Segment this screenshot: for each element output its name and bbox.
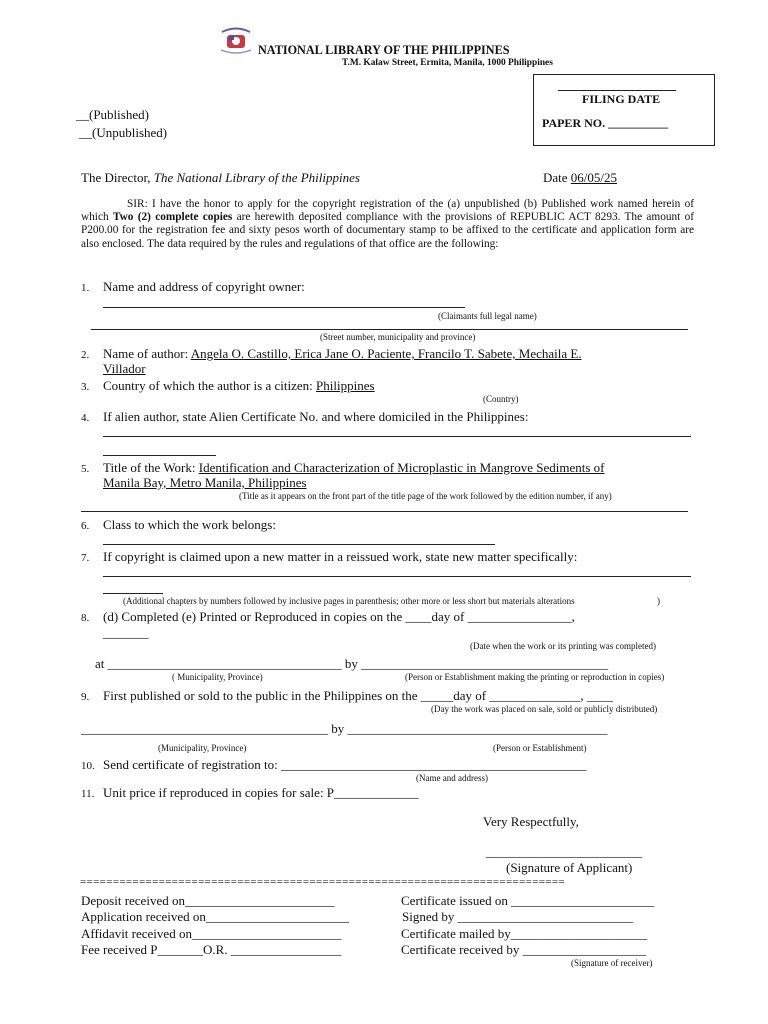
owner-name-caption: (Claimants full legal name) (438, 311, 537, 321)
completed-date-caption: (Date when the work or its printing was completed) (470, 641, 656, 651)
owner-address-line[interactable] (91, 329, 688, 330)
date-field (543, 170, 617, 186)
new-matter-caption-end: ) (657, 596, 660, 606)
title-field (103, 460, 605, 476)
class-label: Class to which the work belongs: (103, 517, 276, 532)
citizenship-field (103, 378, 375, 394)
addressee (81, 170, 360, 186)
copyright-owner-label: Name and address of copyright owner: (103, 279, 305, 294)
addressee-name: The National Library of the Philippines (153, 170, 360, 185)
author-label: Name of author: (103, 346, 189, 361)
alien-line-1[interactable] (103, 436, 691, 437)
author-field (103, 346, 582, 362)
citizenship-label: Country of which the author is a citizen: (103, 378, 313, 393)
published-municipality-caption: (Municipality, Province) (158, 743, 247, 753)
printing-place-line[interactable]: at ____________________________________ by ______________________________________ (95, 656, 609, 671)
filing-date-label: FILING DATE (582, 92, 661, 106)
title-line (81, 511, 688, 512)
certificate-mailed[interactable]: Certificate mailed by_____________________ (401, 926, 648, 941)
completed-cont[interactable]: _______ (103, 625, 149, 640)
title-label: Title of the Work: (103, 460, 196, 475)
first-published-label[interactable]: First published or sold to the public in the Philippines on the _____day of ______________, ____ (103, 688, 613, 703)
printing-municipality-caption: ( Municipality, Province) (172, 672, 263, 682)
title-caption: (Title as it appears on the front part of the title page of the work followed by the edition number, if any) (239, 491, 612, 501)
alien-author-label: If alien author, state Alien Certificate No. and where domiciled in the Philippines: (103, 409, 529, 424)
applicant-signature-label: (Signature of Applicant) (506, 860, 633, 875)
first-published-caption: (Day the work was placed on sale, sold or publicly distributed) (431, 704, 658, 714)
affidavit-received[interactable]: Affidavit received on_______________________ (81, 926, 342, 941)
deposit-received[interactable]: Deposit received on_______________________ (81, 893, 335, 908)
fee-received[interactable]: Fee received P_______O.R. _________________ (81, 942, 342, 957)
date-value[interactable]: 06/05/25 (570, 170, 618, 185)
published-by-line[interactable]: ______________________________________ by ________________________________________ (81, 721, 608, 736)
application-received[interactable]: Application received on______________________ (81, 909, 349, 924)
unpublished-option[interactable]: __(Unpublished) (79, 125, 168, 140)
library-title: NATIONAL LIBRARY OF THE PHILIPPINES (258, 43, 510, 57)
item-number: 11. (81, 788, 95, 800)
item-number: 4. (81, 412, 90, 424)
item-number: 3. (81, 381, 90, 393)
item-number: 10. (81, 760, 95, 772)
send-certificate-caption: (Name and address) (416, 773, 488, 783)
new-matter-line-2[interactable] (103, 593, 163, 594)
item-number: 5. (81, 463, 90, 475)
receiver-signature-caption: (Signature of receiver) (571, 958, 653, 968)
date-label: Date (543, 170, 568, 185)
certificate-received[interactable]: Certificate received by ___________________ (401, 942, 647, 957)
title-value[interactable]: Identification and Characterization of Microplastic in Mangrove Sediments of (198, 460, 605, 475)
completed-label[interactable]: (d) Completed (e) Printed or Reproduced in copies on the ____day of ________________, (103, 609, 575, 624)
country-caption: (Country) (483, 394, 519, 404)
library-address: T.M. Kalaw Street, Ermita, Manila, 1000 Philippines (342, 58, 553, 68)
author-value[interactable]: Angela O. Castillo, Erica Jane O. Paciente, Francilo T. Sabete, Mechaila E. (190, 346, 582, 361)
item-number: 7. (81, 552, 90, 564)
send-certificate-label[interactable]: Send certificate of registration to: _______________________________________________ (103, 757, 587, 772)
author-value-cont[interactable]: Villador (103, 361, 146, 376)
published-option[interactable]: __(Published) (76, 107, 149, 122)
published-person-caption: (Person or Establishment) (493, 743, 587, 753)
seal-logo (218, 26, 254, 56)
unit-price-label[interactable]: Unit price if reproduced in copies for sale: P_____________ (103, 785, 419, 800)
paper-no-label: PAPER NO. __________ (542, 116, 669, 130)
item-number: 2. (81, 349, 90, 361)
new-matter-caption: (Additional chapters by numbers followed by inclusive pages in parenthesis; other more or less short but materials alterations (123, 596, 575, 606)
new-matter-label: If copyright is claimed upon a new matter in a reissued work, state new matter specifically: (103, 549, 578, 564)
copies-bold: Two (2) complete copies (112, 211, 233, 224)
filing-box (533, 74, 715, 146)
owner-address-caption: (Street number, municipality and province) (320, 332, 476, 342)
item-number: 9. (81, 691, 90, 703)
class-line[interactable] (103, 544, 495, 545)
title-value-cont[interactable]: Manila Bay, Metro Manila, Philippines (103, 475, 307, 490)
item-number: 1. (81, 282, 90, 294)
closing-respect: Very Respectfully, (483, 814, 579, 829)
certificate-issued[interactable]: Certificate issued on ______________________ (401, 893, 655, 908)
signed-by[interactable]: Signed by ___________________________ (402, 909, 634, 924)
applicant-signature-line[interactable]: ________________________ (486, 844, 642, 859)
owner-name-line[interactable] (103, 307, 465, 308)
printing-person-caption: (Person or Establishment making the printing or reproduction in copies) (405, 672, 665, 682)
alien-line-2[interactable] (103, 455, 216, 456)
letter-paragraph: SIR: I have the honor to apply for the copyright registration of the (a) unpublished (b) Published work named herein of which Two (2) complete copies are herewith deposited compliance with the provisions of REPUBLIC ACT 8293. The amount of P200.00 for the registration fee and sixty pesos worth of documentary stamp to be affixed to the certificate and application form are also enclosed. The data required by the rules and regulations of that office are the following: (81, 198, 694, 250)
addressee-prefix: The Director, (81, 170, 151, 185)
separator-rule: ========================================================================== (80, 876, 565, 888)
item-number: 8. (81, 612, 90, 624)
new-matter-line-1[interactable] (103, 576, 691, 577)
citizenship-value[interactable]: Philippines (316, 378, 375, 393)
item-number: 6. (81, 520, 90, 532)
